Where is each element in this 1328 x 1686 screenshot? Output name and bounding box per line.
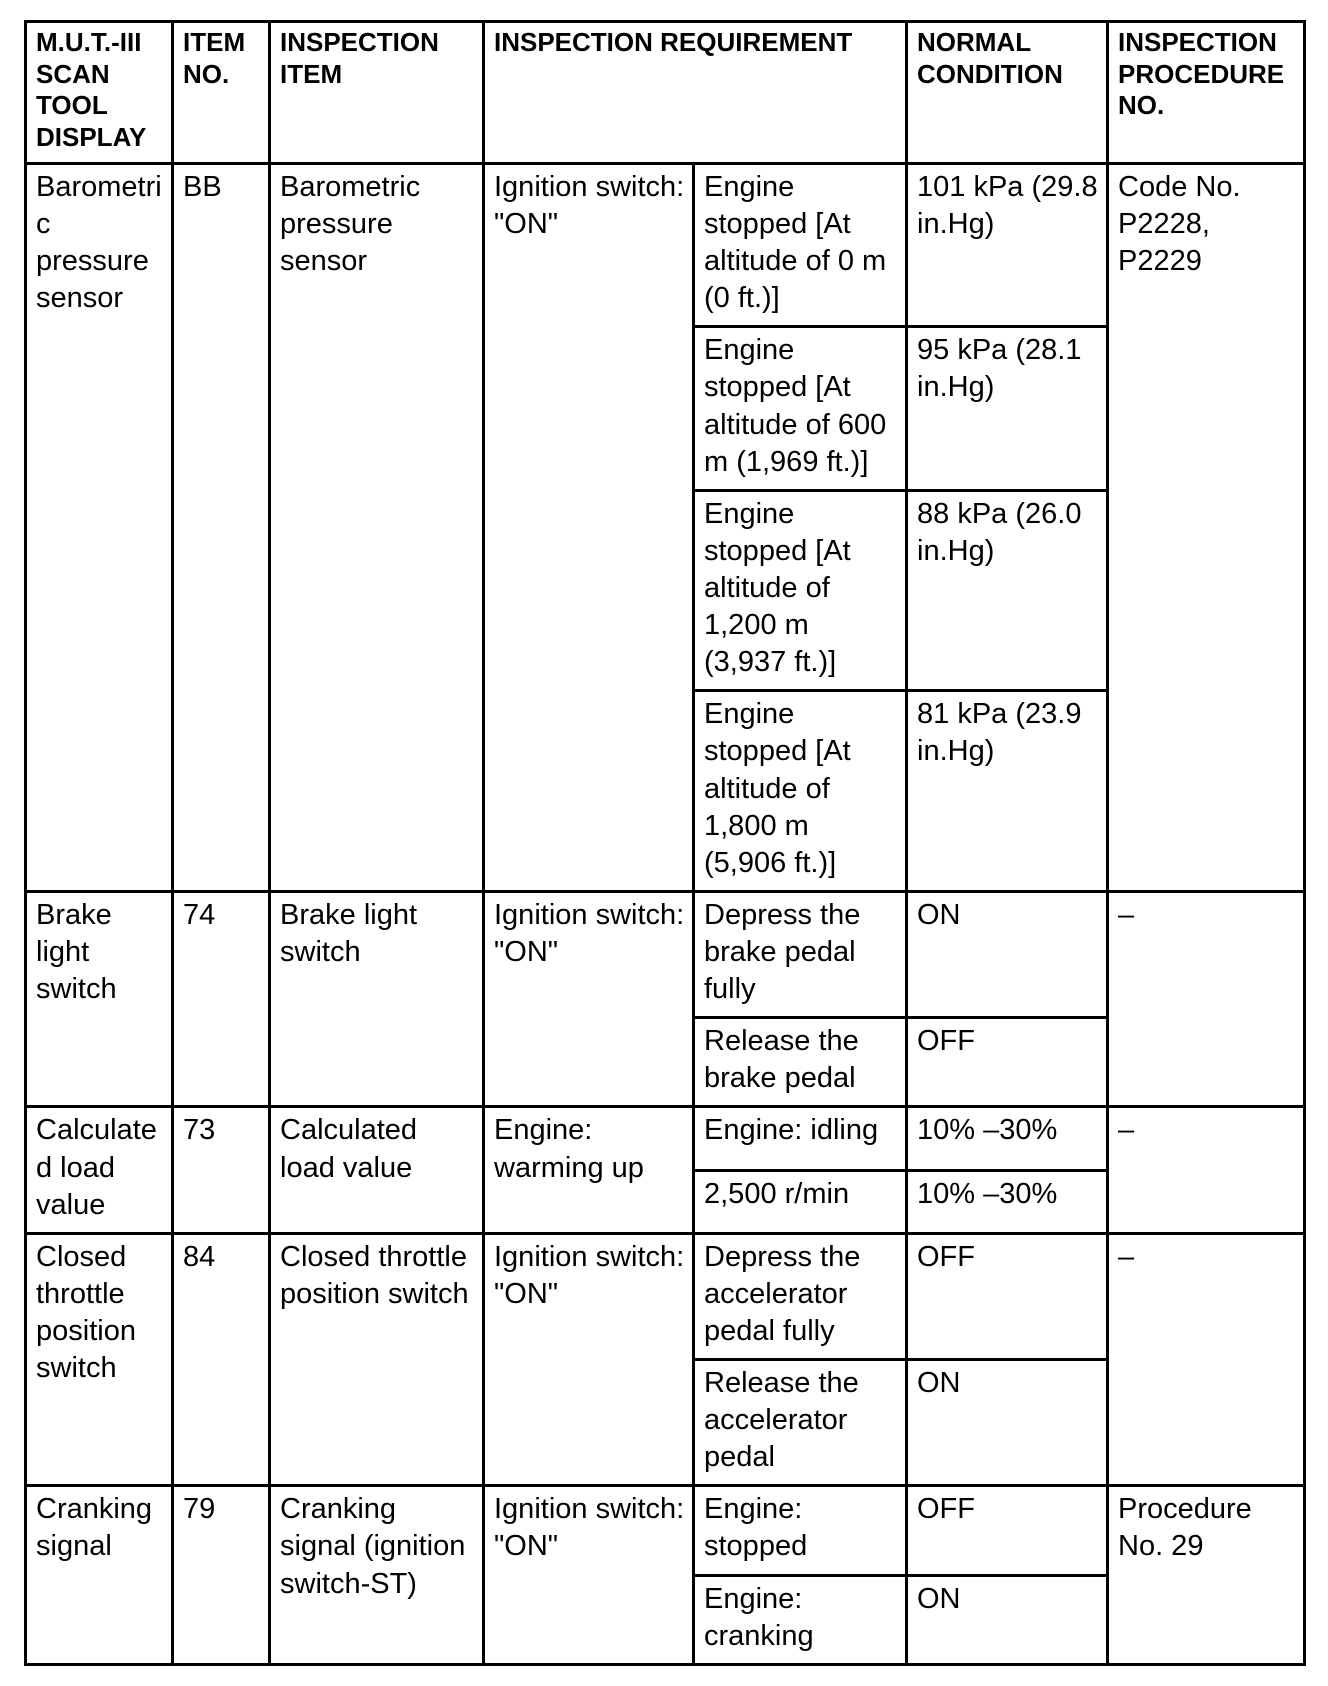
cell-condition-state: Depress the brake pedal fully xyxy=(694,891,907,1017)
cell-item-no: 84 xyxy=(173,1233,270,1486)
table-row-barometric xyxy=(26,163,1305,326)
table-row-closed-throttle-position-switch xyxy=(26,1233,1305,1359)
cell-item-no: BB xyxy=(173,163,270,891)
cell-inspection-item: Cranking signal (ignition switch-ST) xyxy=(270,1486,484,1664)
cell-condition-state: Engine: cranking xyxy=(694,1575,907,1664)
cell-requirement: Ignition switch: "ON" xyxy=(484,163,694,891)
cell-inspection-item: Brake light switch xyxy=(270,891,484,1107)
header-inspection-procedure-no: INSPECTION PROCEDURE NO. xyxy=(1108,22,1305,164)
table-row-cranking-signal xyxy=(26,1486,1305,1575)
cell-normal-condition: 10% –30% xyxy=(907,1107,1108,1170)
cell-normal-condition: 81 kPa (23.9 in.Hg) xyxy=(907,691,1108,892)
header-normal-condition: NORMAL CONDITION xyxy=(907,22,1108,164)
cell-scan-tool-display: Brake light switch xyxy=(26,891,173,1107)
cell-condition-state: Depress the accelerator pedal fully xyxy=(694,1233,907,1359)
cell-normal-condition: ON xyxy=(907,1575,1108,1664)
cell-item-no: 74 xyxy=(173,891,270,1107)
table-row-calculated-load-value xyxy=(26,1107,1305,1170)
cell-condition-state: Engine stopped [At altitude of 1,200 m (3,937 ft.)] xyxy=(694,490,907,691)
cell-normal-condition: 10% –30% xyxy=(907,1170,1108,1233)
cell-normal-condition: 101 kPa (29.8 in.Hg) xyxy=(907,163,1108,326)
cell-normal-condition: 88 kPa (26.0 in.Hg) xyxy=(907,490,1108,691)
cell-requirement: Ignition switch: "ON" xyxy=(484,1233,694,1486)
cell-procedure-no: – xyxy=(1108,891,1305,1107)
cell-condition-state: 2,500 r/min xyxy=(694,1170,907,1233)
cell-scan-tool-display: Cranking signal xyxy=(26,1486,173,1664)
cell-condition-state: Engine stopped [At altitude of 0 m (0 ft.)] xyxy=(694,163,907,326)
cell-scan-tool-display: Closed throttle position switch xyxy=(26,1233,173,1486)
cell-scan-tool-display: Barometric pressure sensor xyxy=(26,163,173,891)
cell-inspection-item: Closed throttle position switch xyxy=(270,1233,484,1486)
header-inspection-requirement: INSPECTION REQUIREMENT xyxy=(484,22,907,164)
cell-normal-condition: OFF xyxy=(907,1233,1108,1359)
cell-condition-state: Engine stopped [At altitude of 600 m (1,969 ft.)] xyxy=(694,327,907,490)
cell-normal-condition: ON xyxy=(907,1360,1108,1486)
header-row xyxy=(26,22,1305,164)
cell-scan-tool-display: Calculated load value xyxy=(26,1107,173,1233)
cell-inspection-item: Calculated load value xyxy=(270,1107,484,1233)
cell-condition-state: Release the accelerator pedal xyxy=(694,1360,907,1486)
cell-requirement: Ignition switch: "ON" xyxy=(484,891,694,1107)
cell-requirement: Engine: warming up xyxy=(484,1107,694,1233)
cell-condition-state: Release the brake pedal xyxy=(694,1018,907,1107)
cell-condition-state: Engine stopped [At altitude of 1,800 m (5,906 ft.)] xyxy=(694,691,907,892)
cell-normal-condition: ON xyxy=(907,891,1108,1017)
table-row-brake-light-switch xyxy=(26,891,1305,1017)
cell-procedure-no: Procedure No. 29 xyxy=(1108,1486,1305,1664)
cell-item-no: 79 xyxy=(173,1486,270,1664)
cell-normal-condition: OFF xyxy=(907,1018,1108,1107)
cell-procedure-no: – xyxy=(1108,1107,1305,1233)
cell-condition-state: Engine: idling xyxy=(694,1107,907,1170)
cell-normal-condition: 95 kPa (28.1 in.Hg) xyxy=(907,327,1108,490)
cell-procedure-no: Code No. P2228, P2229 xyxy=(1108,163,1305,891)
header-item-no: ITEM NO. xyxy=(173,22,270,164)
cell-normal-condition: OFF xyxy=(907,1486,1108,1575)
cell-inspection-item: Barometric pressure sensor xyxy=(270,163,484,891)
cell-procedure-no: – xyxy=(1108,1233,1305,1486)
header-scan-tool-display: M.U.T.-III SCAN TOOL DISPLAY xyxy=(26,22,173,164)
cell-item-no: 73 xyxy=(173,1107,270,1233)
cell-requirement: Ignition switch: "ON" xyxy=(484,1486,694,1664)
header-inspection-item: INSPECTION ITEM xyxy=(270,22,484,164)
cell-condition-state: Engine: stopped xyxy=(694,1486,907,1575)
data-list-table xyxy=(24,20,1306,1666)
